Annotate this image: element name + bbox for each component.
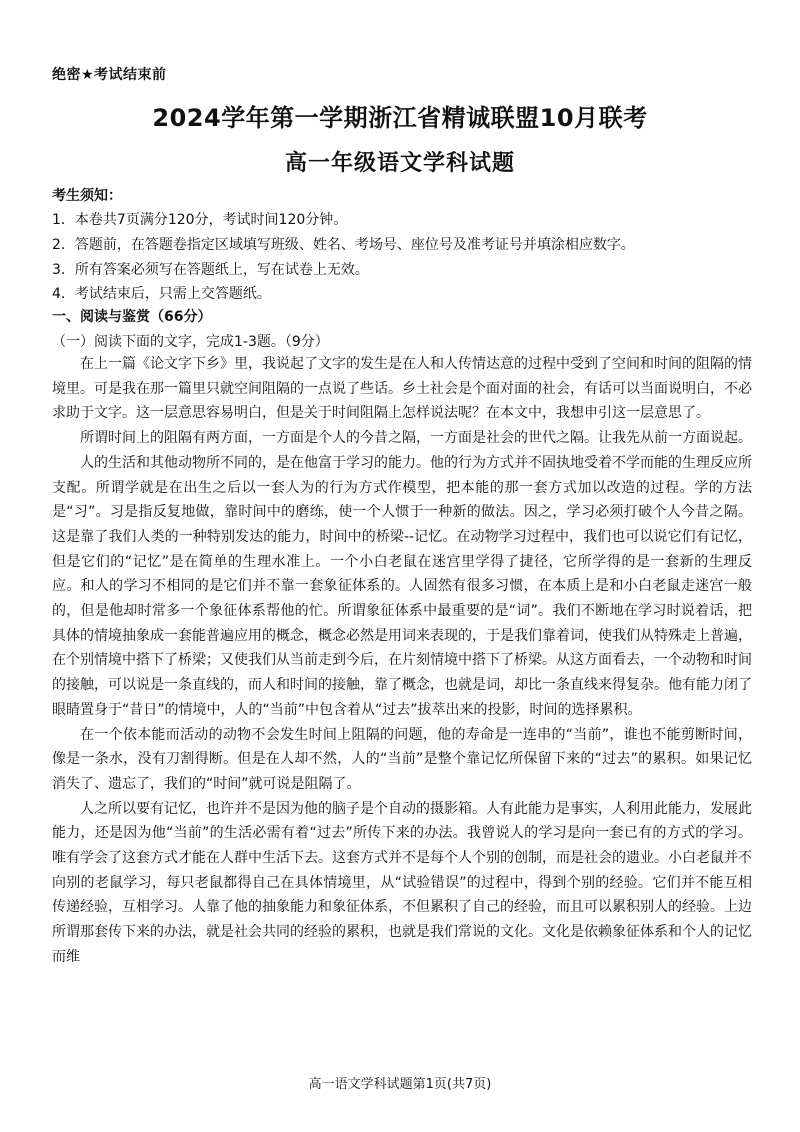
- passage-paragraph: 人的生活和其他动物所不同的，是在他富于学习的能力。他的行为方式并不固执地受着不学而能的生理反应所支配。所谓学就是在出生之后以一套人为的行为方式作模型，把本能的那一套方式加以改造的过程。学的方法是“习”。习是指反复地做，靠时间中的磨练，使一个人惯于一种新的做法。因之，学习必须打破个人今昔之隔。这是靠了我们人类的一种特别发达的能力，时间中的桥梁--记忆。在动物学习过程中，我们也可以说它们有记忆，但是它们的“记忆”是在简单的生理水准上。一个小白老鼠在迷宫里学得了捷径，它所学得的是一套新的生理反应。和人的学习不相同的是它们并不靠一套象征体系的。人固然有很多习惯，在本质上是和小白老鼠走迷宫一般的，但是他却时常多一个象征体系帮他的忙。所谓象征体系中最重要的是“词”。我们不断地在学习时说着话，把具体的情境抽象成一套能普遍应用的概念，概念必然是用词来表现的，于是我们靠着词，使我们从特殊走上普遍，在个别情境中搭下了桥梁；又使我们从当前走到今后，在片刻情境中搭下了桥梁。从这方面看去，一个动物和时间的接触，可以说是一条直线的，而人和时间的接触，靠了概念，也就是词，却比一条直线来得复杂。他有能力闭了眼睛置身于“昔日”的情境中，人的“当前”中包含着从“过去”拔萃出来的投影，时间的选择累积。: [52, 454, 752, 718]
- notice-item: 4．考试结束后，只需上交答题纸。: [52, 286, 271, 302]
- confidential-note: 绝密★考试结束前: [52, 67, 167, 83]
- passage-paragraph: 在一个依本能而活动的动物不会发生时间上阻隔的问题，他的寿命是一连串的“当前”，谁也不能剪断时间，像是一条水，没有刀割得断。但是在人却不然，人的“当前”是整个靠记忆所保留下来的“过去”的累积。如果记忆消失了、遗忘了，我们的“时间”就可说是阻隔了。: [52, 726, 752, 792]
- notice-heading: 考生须知：: [52, 188, 122, 204]
- sub-section-title: （一）阅读下面的文字，完成1-3题。（9分）: [52, 334, 329, 350]
- reading-passage: [52, 352, 752, 970]
- page-footer: 高一语文学科试题第1页(共7页): [308, 1077, 492, 1092]
- passage-paragraph: 所谓时间上的阻隔有两方面，一方面是个人的今昔之隔，一方面是社会的世代之隔。让我先从前一方面说起。: [80, 430, 752, 447]
- exam-title: 2024学年第一学期浙江省精诚联盟10月联考: [152, 104, 648, 132]
- passage-paragraph: 在上一篇《论文字下乡》里，我说起了文字的发生是在人和人传情达意的过程中受到了空间和时间的阻隔的情境里。可是我在那一篇里只就空间阻隔的一点说了些话。乡土社会是个面对面的社会，有话可以当面说明白，不必求助于文字。这一层意思容易明白，但是关于时间阻隔上怎样说法呢？在本文中，我想申引这一层意思了。: [52, 356, 752, 422]
- passage-paragraph: 人之所以要有记忆，也许并不是因为他的脑子是个自动的摄影箱。人有此能力是事实，人利用此能力，发展此能力，还是因为他“当前”的生活必需有着“过去”所传下来的办法。我曾说人的学习是向一套已有的方式的学习。唯有学会了这套方式才能在人群中生活下去。这套方式并不是每个人个别的创制，而是社会的遗业。小白老鼠并不向别的老鼠学习，每只老鼠都得自己在具体情境里，从“试验错误”的过程中，得到个别的经验。它们并不能互相传递经验，互相学习。人靠了他的抽象能力和象征体系，不但累积了自己的经验，而且可以累积别人的经验。上边所谓那套传下来的办法，就是社会共同的经验的累积，也就是我们常说的文化。文化是依赖象征体系和个人的记忆而维: [52, 800, 752, 965]
- notice-item: 2．答题前，在答题卷指定区域填写班级、姓名、考场号、座位号及准考证号并填涂相应数字。: [52, 237, 635, 253]
- exam-subtitle: 高一年级语文学科试题: [284, 151, 515, 176]
- notice-item: 3．所有答案必须写在答题纸上，写在试卷上无效。: [52, 262, 369, 278]
- section-title: 一、阅读与鉴赏（66分）: [52, 309, 212, 325]
- notice-item: 1．本卷共7页满分120分，考试时间120分钟。: [52, 212, 348, 228]
